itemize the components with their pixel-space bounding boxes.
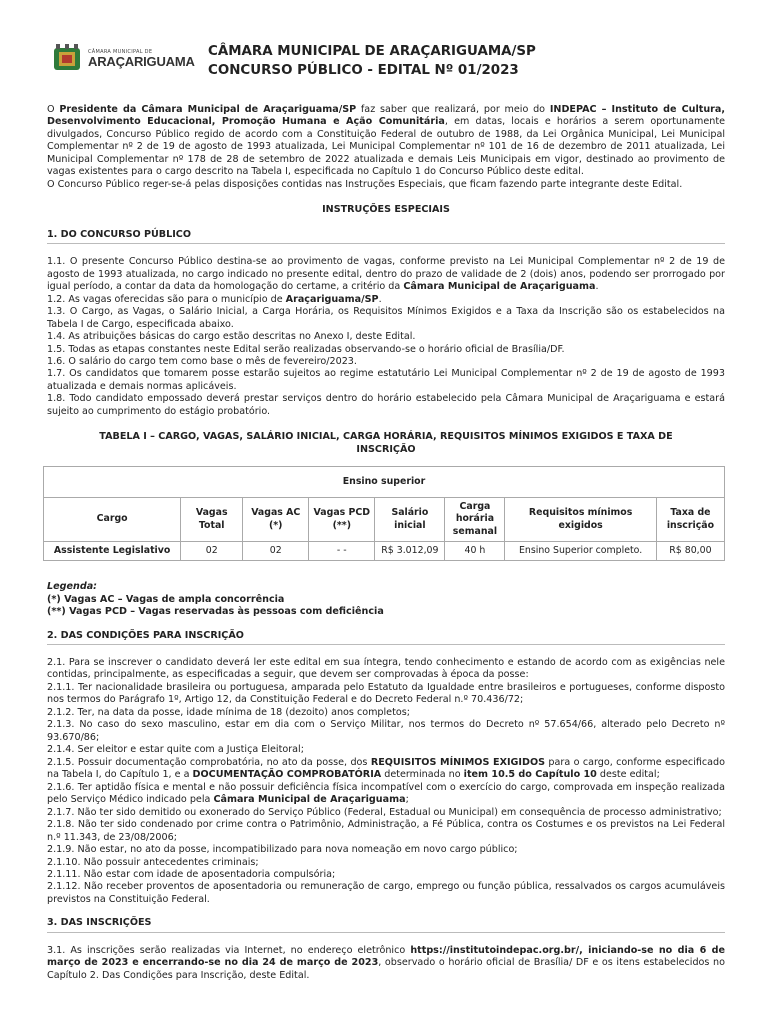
cell-cargo: Assistente Legislativo <box>44 541 181 560</box>
positions-table <box>43 466 725 561</box>
instructions-heading: INSTRUÇÕES ESPECIAIS <box>322 204 450 216</box>
header-vagas-ac: Vagas AC (*) <box>243 498 309 542</box>
table-legend <box>47 581 725 618</box>
item-2-1-7: 2.1.7. Não ter sido demitido ou exonerado do Serviço Público (Federal, Estadual ou Municipal) em consequência de processo administrativo; <box>47 806 722 818</box>
item-1-1: 1.1. O presente Concurso Público destina-se ao provimento de vagas, conforme previsto na Lei Municipal Complementar nº 2 de 19 de agosto de 1993 atualizada, no cargo indicado no presente edital, dentro do prazo de validade de 2 (dois) anos, podendo ser prorrogado por igual período, a contar da data da homologação do certame, a critério da Câmara Municipal de Araçariguama. <box>47 256 725 293</box>
item-1-3: 1.3. O Cargo, as Vagas, o Salário Inicial, a Carga Horária, os Requisitos Mínimos Exigidos e a Taxa da Inscrição são os estabelecidos na Tabela I de Cargo, especificada abaixo. <box>47 306 725 330</box>
legend-ac: (*) Vagas AC – Vagas de ampla concorrência <box>47 593 285 605</box>
header-vagas-pcd: Vagas PCD (**) <box>309 498 375 542</box>
item-2-1-3: 2.1.3. No caso do sexo masculino, estar em dia com o Serviço Militar, nos termos do Decreto nº 57.654/66, alterado pelo Decreto nº 93.670/86; <box>47 719 725 743</box>
item-2-1-4: 2.1.4. Ser eleitor e estar quite com a Justiça Eleitoral; <box>47 744 304 756</box>
cell-carga: 40 h <box>445 541 505 560</box>
header-carga: Carga horária semanal <box>445 498 505 542</box>
item-1-6: 1.6. O salário do cargo tem como base o mês de fevereiro/2023. <box>47 355 357 367</box>
cell-requisitos: Ensino Superior completo. <box>505 541 656 560</box>
item-1-7: 1.7. Os candidatos que tomarem posse estarão sujeitos ao regime estatutário Lei Municipal Complementar nº 2 de 19 de agosto de 1993 atualizada e demais normas aplicáveis. <box>47 368 725 392</box>
legend-title: Legenda: <box>47 581 98 593</box>
table-row <box>44 541 725 560</box>
item-2-1-10: 2.1.10. Não possuir antecedentes criminais; <box>47 856 259 868</box>
logo-title: ARAÇARIGUAMA <box>88 54 195 69</box>
section-heading-2: 2. DAS CONDIÇÕES PARA INSCRIÇÃO <box>47 628 725 645</box>
cell-vagas-pcd: - - <box>309 541 375 560</box>
header-cargo: Cargo <box>44 498 181 542</box>
table-group-header: Ensino superior <box>44 467 725 498</box>
legend-pcd: (**) Vagas PCD – Vagas reservadas às pessoas com deficiência <box>47 606 384 618</box>
document-body <box>47 104 725 982</box>
cell-taxa: R$ 80,00 <box>656 541 724 560</box>
intro-paragraph: O Presidente da Câmara Municipal de Araçariguama/SP faz saber que realizará, por meio do INDEPAC – Instituto de Cultura, Desenvolvimento Educacional, Promoção Humana e Ação Comunitária, em datas, locais e horários a serem oportunamente divulgados, Concurso Público regido de acordo com a Constituição Federal de outubro de 1988, da Lei Orgânica Municipal, Lei Municipal Complementar nº 2 de 19 de agosto de 1993 atualizada, Lei Municipal Complementar nº 101 de 16 de dezembro de 2011 atualizada, Lei Municipal Complementar nº 178 de 28 de setembro de 2022 atualizada e demais Leis Municipais em vigor, destinado ao provimento de vagas existentes para o cargo descrito na Tabela I, especificada no Capítulo 1 do Concurso Público deste edital. <box>47 104 726 178</box>
item-2-1-11: 2.1.11. Não estar com idade de aposentadoria compulsória; <box>47 868 336 880</box>
item-2-1-9: 2.1.9. Não estar, no ato da posse, incompatibilizado para nova nomeação em novo cargo público; <box>47 844 518 856</box>
document-title <box>208 42 536 80</box>
document-header <box>50 40 730 80</box>
header-requisitos: Requisitos mínimos exigidos <box>505 498 656 542</box>
header-vagas-total: Vagas Total <box>181 498 243 542</box>
item-3-1: 3.1. As inscrições serão realizadas via Internet, no endereço eletrônico https://institutoindepac.org.br/, iniciando-se no dia 6 de março de 2023 e encerrando-se no dia 24 de março de 2023, observado o horário oficial de Brasília/ DF e os itens estabelecidos no Capítulo 2. Das Condições para Inscrição, deste Edital. <box>47 944 725 981</box>
item-1-4: 1.4. As atribuições básicas do cargo estão descritas no Anexo I, deste Edital. <box>47 331 416 343</box>
item-2-1-1: 2.1.1. Ter nacionalidade brasileira ou portuguesa, amparada pelo Estatuto da Igualdade entre brasileiros e portugueses, conforme disposto nos termos do Parágrafo 1º, Artigo 12, da Constituição Federal e do Decreto Federal n.º 70.436/72; <box>47 681 725 706</box>
item-2-1-5: 2.1.5. Possuir documentação comprobatória, no ato da posse, dos REQUISITOS MÍNIMOS EXIGIDOS para o cargo, conforme especificado na Tabela I, do Capítulo 1, e a DOCUMENTAÇÃO COMPROBATÓRIA determinada no item 10.5 do Capítulo 10 deste edital; <box>47 756 726 781</box>
item-2-1: 2.1. Para se inscrever o candidato deverá ler este edital em sua íntegra, tendo conhecimento e estando de acordo com as exigências nele contidas, principalmente, as especificadas a seguir, que devem ser comprovadas à época da posse: <box>47 657 725 681</box>
cell-vagas-ac: 02 <box>243 541 309 560</box>
title-line-2: CONCURSO PÚBLICO - EDITAL Nº 01/2023 <box>208 63 519 78</box>
item-2-1-12: 2.1.12. Não receber proventos de aposentadoria ou remuneração de cargo, emprego ou função pública, ressalvados os cargos acumuláveis previstos na Constituição Federal. <box>47 881 725 905</box>
section-heading-1: 1. DO CONCURSO PÚBLICO <box>47 227 725 244</box>
item-1-5: 1.5. Todas as etapas constantes neste Edital serão realizadas observando-se o horário oficial de Brasília/DF. <box>47 343 565 355</box>
item-2-1-2: 2.1.2. Ter, na data da posse, idade mínima de 18 (dezoito) anos completos; <box>47 706 410 718</box>
item-2-1-8: 2.1.8. Não ter sido condenado por crime contra o Patrimônio, Administração, a Fé Pública, contra os Costumes e os previstos na Lei Federal n.º 11.343, de 23/08/2006; <box>47 819 725 843</box>
header-taxa: Taxa de inscrição <box>656 498 724 542</box>
intro-paragraph-2: O Concurso Público reger-se-á pelas disposições contidas nas Instruções Especiais, que ficam fazendo parte integrante deste Edital. <box>47 178 683 190</box>
title-line-1: CÂMARA MUNICIPAL DE ARAÇARIGUAMA/SP <box>208 44 536 59</box>
cell-vagas-total: 02 <box>181 541 243 560</box>
item-2-1-6: 2.1.6. Ter aptidão física e mental e não possuir deficiência física incompatível com o exercício do cargo, comprovada em inspeção realizada pelo Serviço Médico indicado pela Câmara Municipal de Araçariguama; <box>47 781 725 806</box>
item-1-2: 1.2. As vagas oferecidas são para o município de Araçariguama/SP. <box>47 293 382 305</box>
cell-salario: R$ 3.012,09 <box>375 541 445 560</box>
coat-of-arms-icon <box>50 44 84 74</box>
logo-subtitle: CÂMARA MUNICIPAL DE <box>88 49 153 55</box>
section-heading-3: 3. DAS INSCRIÇÕES <box>47 915 725 932</box>
item-1-8: 1.8. Todo candidato empossado deverá prestar serviços dentro do horário estabelecido pela Câmara Municipal de Araçariguama e estará sujeito ao cumprimento do estágio probatório. <box>47 393 725 417</box>
camara-logo <box>50 42 195 76</box>
table-caption: TABELA I – CARGO, VAGAS, SALÁRIO INICIAL, CARGA HORÁRIA, REQUISITOS MÍNIMOS EXIGIDOS E TAXA DE INSCRIÇÃO <box>99 431 673 455</box>
header-salario: Salário inicial <box>375 498 445 542</box>
